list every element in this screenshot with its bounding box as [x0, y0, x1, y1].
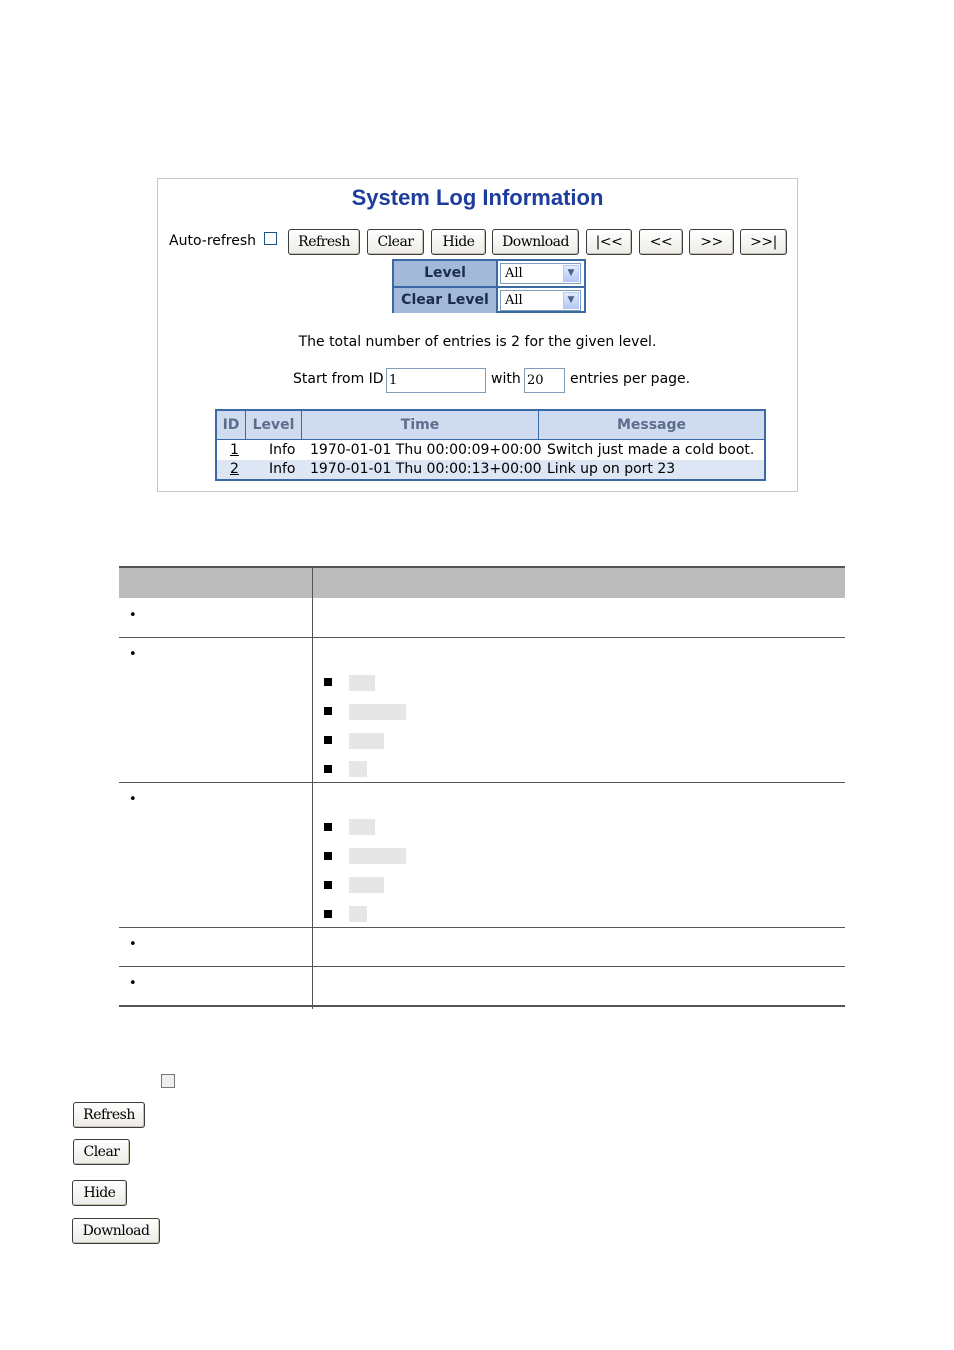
download-button-sample[interactable]: Download: [72, 1218, 160, 1244]
square-bullet-icon: [324, 765, 332, 773]
prev-page-button[interactable]: <<: [639, 229, 683, 255]
col-message: Message: [539, 411, 764, 439]
clear-button[interactable]: Clear: [367, 229, 424, 255]
row-id-link[interactable]: 1: [230, 442, 239, 458]
square-bullet-icon: [324, 736, 332, 744]
redacted-text: [349, 877, 384, 893]
redacted-text: [349, 819, 375, 835]
square-bullet-icon: [324, 823, 332, 831]
clear-level-select-value: All: [505, 293, 523, 308]
auto-refresh-checkbox-sample[interactable]: [161, 1074, 175, 1088]
row-message: Link up on port 23: [547, 461, 676, 477]
square-bullet-icon: [324, 707, 332, 715]
level-label: Level: [394, 261, 498, 286]
clear-button-sample[interactable]: Clear: [73, 1139, 130, 1165]
parameter-table-header: [119, 566, 845, 598]
auto-refresh-checkbox[interactable]: [264, 232, 277, 245]
bullet-icon: •: [129, 792, 137, 807]
entries-per-page-input[interactable]: 20: [524, 368, 565, 393]
bullet-icon: •: [129, 647, 137, 662]
table-row: [217, 441, 764, 460]
square-bullet-icon: [324, 910, 332, 918]
with-label: with: [491, 371, 521, 387]
hide-button[interactable]: Hide: [431, 229, 486, 255]
bullet-icon: •: [129, 608, 137, 623]
clear-level-label: Clear Level: [394, 288, 498, 313]
total-entries-text: The total number of entries is 2 for the given level.: [298, 334, 657, 350]
col-id: ID: [217, 411, 246, 439]
panel-title: System Log Information: [351, 185, 604, 210]
entries-per-page-label: entries per page.: [570, 371, 691, 387]
next-page-button[interactable]: >>: [689, 229, 734, 255]
download-button[interactable]: Download: [492, 229, 579, 255]
row-level: Info: [269, 442, 296, 458]
redacted-text: [349, 675, 375, 691]
chevron-down-icon: ▼: [563, 265, 579, 282]
row-id-link[interactable]: 2: [230, 461, 239, 477]
level-select-value: All: [505, 266, 523, 281]
first-page-button[interactable]: |<<: [586, 229, 632, 255]
row-message: Switch just made a cold boot.: [547, 442, 755, 458]
square-bullet-icon: [324, 678, 332, 686]
start-from-label: Start from ID: [293, 371, 384, 387]
start-id-input[interactable]: 1: [386, 368, 486, 393]
level-filter-box: [392, 259, 586, 313]
row-time: 1970-01-01 Thu 00:00:09+00:00: [310, 442, 542, 458]
log-table: [215, 409, 766, 481]
refresh-button[interactable]: Refresh: [288, 229, 360, 255]
hide-button-sample[interactable]: Hide: [72, 1180, 127, 1206]
bullet-icon: •: [129, 976, 137, 991]
system-log-panel: [157, 178, 798, 492]
redacted-text: [349, 733, 384, 749]
redacted-text: [349, 906, 367, 922]
square-bullet-icon: [324, 881, 332, 889]
table-row: [217, 460, 764, 479]
redacted-text: [349, 848, 406, 864]
auto-refresh-label: Auto-refresh: [169, 233, 257, 249]
bullet-icon: •: [129, 937, 137, 952]
chevron-down-icon: ▼: [563, 292, 579, 309]
row-level: Info: [269, 461, 296, 477]
refresh-button-sample[interactable]: Refresh: [73, 1102, 145, 1128]
square-bullet-icon: [324, 852, 332, 860]
row-time: 1970-01-01 Thu 00:00:13+00:00: [310, 461, 542, 477]
parameter-table: [119, 566, 845, 1009]
redacted-text: [349, 761, 367, 777]
last-page-button[interactable]: >>|: [740, 229, 787, 255]
redacted-text: [349, 704, 406, 720]
col-time: Time: [302, 411, 539, 439]
level-select[interactable]: [500, 263, 581, 284]
col-level: Level: [246, 411, 302, 439]
clear-level-select[interactable]: [500, 290, 581, 311]
